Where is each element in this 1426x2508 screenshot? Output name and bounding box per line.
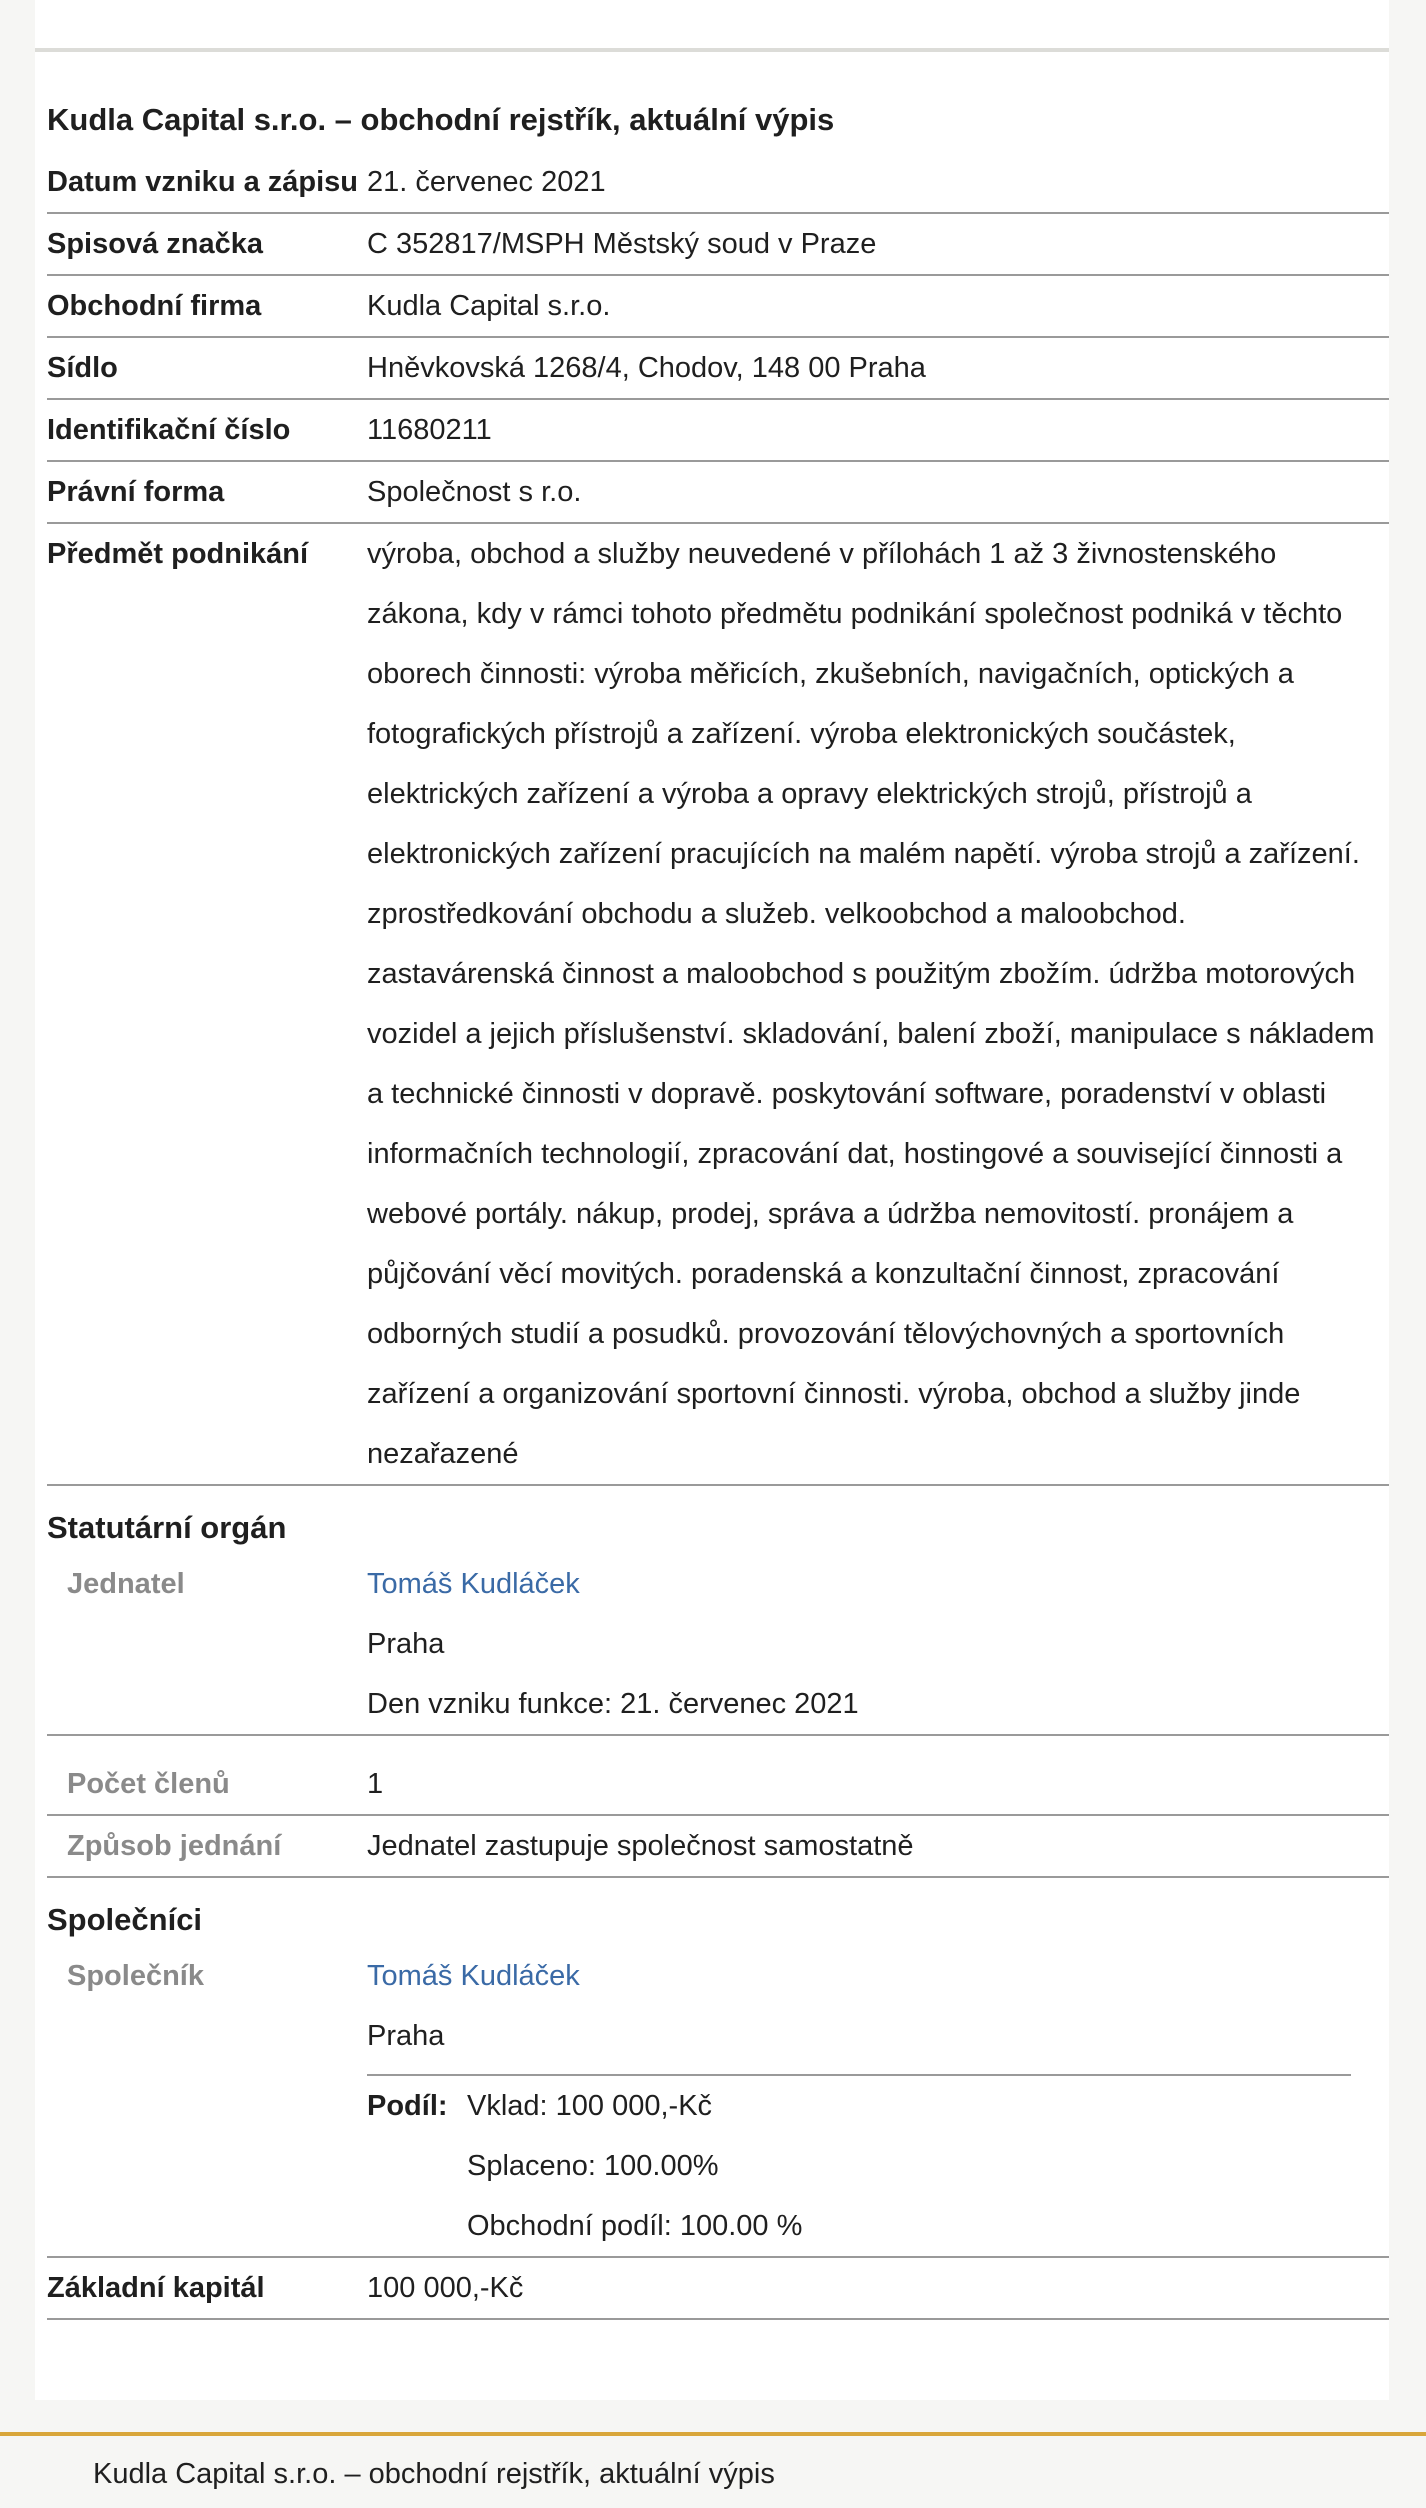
row-value: 21. červenec 2021 bbox=[367, 166, 606, 198]
row-value: 100 000,-Kč bbox=[367, 2272, 524, 2304]
row-value: 11680211 bbox=[367, 414, 492, 446]
share-label: Podíl: bbox=[367, 2090, 448, 2122]
row-value: Kudla Capital s.r.o. bbox=[367, 290, 611, 322]
row-value: výroba, obchod a služby neuvedené v přílohách 1 až 3 živnostenského zákona, kdy v rámci tohoto předmětu podnikání společnost podniká v těchto oborech činnosti: výroba měřicích, zkušebních, navigačních, optických a fotografických přístrojů a zařízení. výroba elektronických součástek, elektrických zařízení a výroba a opravy elektrických strojů, přístrojů a elektronických zařízení pracujících na malém napětí. výroba strojů a zařízení. zprostředkování obchodu a služeb. velkoobchod a maloobchod. zastavárenská činnost a maloobchod s použitým zbožím. údržba motorových vozidel a jejich příslušenství. skladování, balení zboží, manipulace s nákladem a technické činnosti v dopravě. poskytování software, poradenství v oblasti informačních technologií, zpracování dat, hostingové a související činnosti a webové portály. nákup, prodej, správa a údržba nemovitostí. pronájem a půjčování věcí movitých. poradenská a konzultační činnost, zpracování odborných studií a posudků. provozování tělovýchovných a sportovních zařízení a organizování sportovní činnosti. výroba, obchod a služby jinde nezařazené bbox=[367, 538, 1375, 1470]
row-label: Obchodní firma bbox=[47, 290, 262, 322]
row-zpusob-jednani bbox=[47, 1816, 1389, 1878]
register-table bbox=[47, 152, 1389, 2320]
row-pocet-clenu bbox=[47, 1754, 1389, 1816]
row-datum bbox=[47, 152, 1389, 214]
row-jednatel bbox=[47, 1554, 1389, 1736]
footer-title: Kudla Capital s.r.o. – obchodní rejstřík, aktuální výpis bbox=[93, 2458, 775, 2490]
row-value: C 352817/MSPH Městský soud v Praze bbox=[367, 228, 877, 260]
row-label: Základní kapitál bbox=[47, 2272, 265, 2304]
row-value bbox=[367, 1946, 1389, 2256]
row-label: Spisová značka bbox=[47, 228, 263, 260]
row-label: Společník bbox=[67, 1960, 204, 1992]
row-value: 1 bbox=[367, 1768, 384, 1800]
row-value: Společnost s r.o. bbox=[367, 476, 582, 508]
row-label: Jednatel bbox=[67, 1568, 185, 1600]
row-pravni-forma bbox=[47, 462, 1389, 524]
row-obchodni-firma bbox=[47, 276, 1389, 338]
row-label: Identifikační číslo bbox=[47, 414, 291, 446]
share-paid: Splaceno: 100.00% bbox=[467, 2150, 719, 2182]
share-lines bbox=[467, 2076, 802, 2256]
row-label: Sídlo bbox=[47, 352, 118, 384]
page-title: Kudla Capital s.r.o. – obchodní rejstřík, aktuální výpis bbox=[47, 102, 835, 137]
section-heading-statutory: Statutární orgán bbox=[47, 1510, 287, 1545]
top-divider bbox=[35, 48, 1389, 52]
share-box bbox=[367, 2074, 1351, 2256]
row-label: Počet členů bbox=[67, 1768, 230, 1800]
row-sidlo bbox=[47, 338, 1389, 400]
row-label: Datum vzniku a zápisu bbox=[47, 166, 359, 198]
row-label: Právní forma bbox=[47, 476, 225, 508]
person-link[interactable]: Tomáš Kudláček bbox=[367, 1960, 580, 1992]
row-value: Hněvkovská 1268/4, Chodov, 148 00 Praha bbox=[367, 352, 926, 384]
row-spolecnik bbox=[47, 1946, 1389, 2258]
person-link[interactable]: Tomáš Kudláček bbox=[367, 1568, 580, 1600]
row-predmet-podnikani bbox=[47, 524, 1389, 1486]
person-city: Praha bbox=[367, 1628, 445, 1660]
person-city: Praha bbox=[367, 2020, 445, 2052]
row-value: Jednatel zastupuje společnost samostatně bbox=[367, 1830, 914, 1862]
share-deposit: Vklad: 100 000,-Kč bbox=[467, 2090, 713, 2122]
footer-divider bbox=[0, 2432, 1426, 2436]
row-identifikacni-cislo bbox=[47, 400, 1389, 462]
row-zakladni-kapital bbox=[47, 2258, 1389, 2320]
row-label: Předmět podnikání bbox=[47, 538, 309, 570]
row-label: Způsob jednání bbox=[67, 1830, 282, 1862]
register-card bbox=[35, 0, 1389, 2400]
function-since: Den vzniku funkce: 21. červenec 2021 bbox=[367, 1688, 859, 1720]
section-heading-partners: Společníci bbox=[47, 1902, 203, 1937]
share-business: Obchodní podíl: 100.00 % bbox=[467, 2210, 803, 2242]
row-spisova-znacka bbox=[47, 214, 1389, 276]
row-value bbox=[367, 1554, 1389, 1734]
